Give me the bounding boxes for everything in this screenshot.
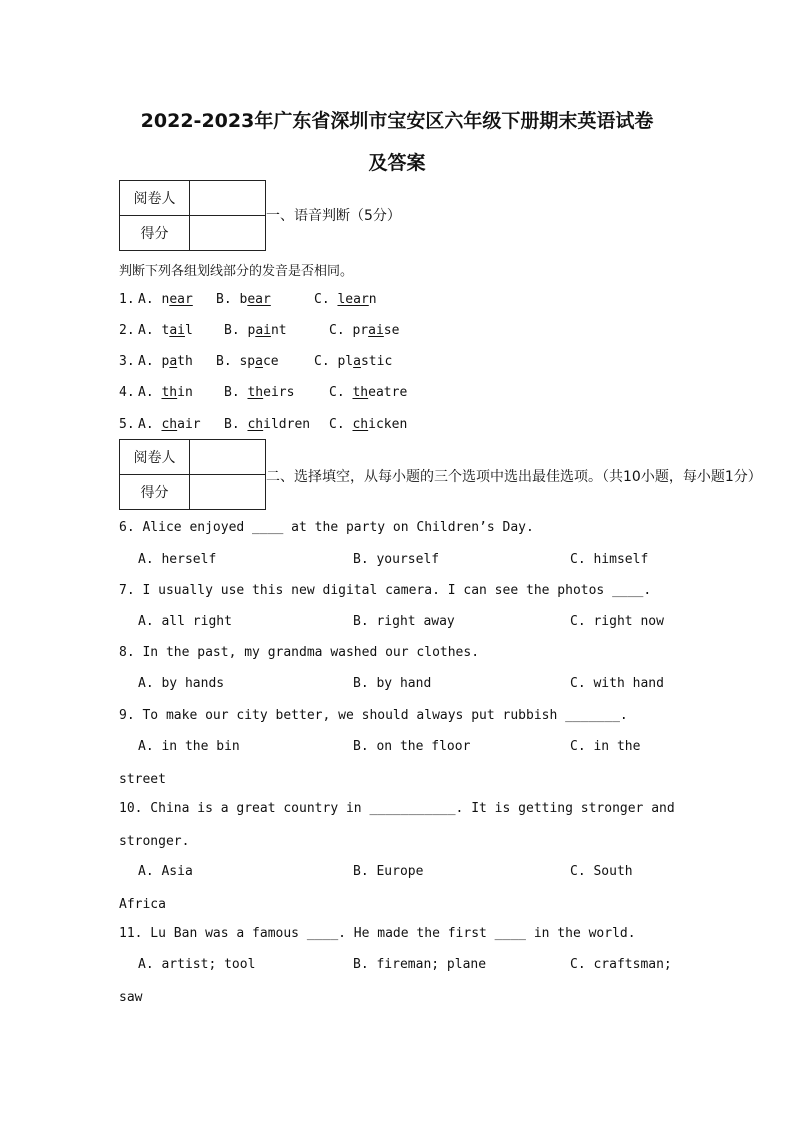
reviewer-blank	[190, 440, 266, 475]
phonics-item-3-option-a	[138, 354, 193, 369]
phonics-item-5-option-b	[224, 417, 310, 432]
phonics-item-3	[119, 354, 135, 369]
option-text-part: C.	[314, 354, 338, 369]
underlined-letters: th	[352, 385, 369, 400]
underlined-letters: a	[353, 354, 361, 369]
option-text-part: ce	[262, 354, 279, 369]
option-text-part: stic	[360, 354, 393, 369]
option-text-part: A.	[138, 354, 162, 369]
question-9-option-b: B. on the floor	[353, 739, 471, 754]
option-text-part: ildren	[263, 417, 311, 432]
option-text-part: sp	[239, 354, 256, 369]
section2-heading: 二、选择填空，从每小题的三个选项中选出最佳选项。（共10小题，每小题1分）	[266, 469, 762, 485]
phonics-item-number: 4.	[119, 385, 135, 400]
score-label: 得分	[120, 475, 190, 510]
underlined-letters: ch	[161, 417, 178, 432]
option-text-part: B.	[224, 323, 248, 338]
question-6-option-b: B. yourself	[353, 552, 440, 567]
option-text-part: B.	[224, 417, 248, 432]
phonics-item-5-option-c	[329, 417, 407, 432]
question-6-option-c: C. himself	[570, 552, 649, 567]
underlined-letters: ear	[247, 292, 271, 307]
option-text-part: A.	[138, 417, 162, 432]
phonics-item-1-option-c	[314, 292, 377, 307]
question-10-option-a: A. Asia	[138, 864, 193, 879]
option-text-part: eirs	[263, 385, 295, 400]
option-text-part: se	[383, 323, 400, 338]
option-text-part: b	[239, 292, 248, 307]
phonics-item-2-option-c	[329, 323, 399, 338]
question-9-stem: 9. To make our city better, we should always put rubbish _______.	[119, 708, 628, 723]
option-text-part: pl	[337, 354, 354, 369]
question-6-option-a: A. herself	[138, 552, 217, 567]
underlined-letters: a	[255, 354, 263, 369]
grader-box-1	[119, 180, 266, 251]
question-8-option-c: C. with hand	[570, 676, 664, 691]
option-text-part: A.	[138, 292, 162, 307]
phonics-item-2-option-b	[224, 323, 287, 338]
grader-box-2	[119, 439, 266, 510]
phonics-item-2-option-a	[138, 323, 193, 338]
option-text-part: B.	[216, 292, 240, 307]
option-text-part: p	[247, 323, 256, 338]
question-10-stem-continued: stronger.	[119, 834, 190, 849]
option-text-part: air	[177, 417, 201, 432]
phonics-item-1-option-a	[138, 292, 193, 307]
option-text-part: l	[184, 323, 193, 338]
option-text-part: A.	[138, 385, 162, 400]
phonics-item-number: 1.	[119, 292, 135, 307]
option-text-part: t	[161, 323, 170, 338]
phonics-item-2	[119, 323, 135, 338]
option-text-part: th	[177, 354, 193, 369]
score-label: 得分	[120, 216, 190, 251]
question-10-option-c-continued: Africa	[119, 897, 166, 912]
phonics-item-number: 3.	[119, 354, 135, 369]
exam-title-line1: 2022-2023年广东省深圳市宝安区六年级下册期末英语试卷	[140, 110, 654, 132]
option-text-part: icken	[368, 417, 408, 432]
section1-heading: 一、语音判断（5分）	[266, 208, 401, 224]
question-11-option-b: B. fireman; plane	[353, 957, 487, 972]
phonics-item-5	[119, 417, 135, 432]
phonics-item-1-option-b	[216, 292, 271, 307]
option-text-part: n	[368, 292, 377, 307]
question-11-option-c: C. craftsman;	[570, 957, 672, 972]
option-text-part: pr	[352, 323, 369, 338]
phonics-item-1	[119, 292, 135, 307]
underlined-letters: lear	[337, 292, 369, 307]
question-9-option-a: A. in the bin	[138, 739, 240, 754]
option-text-part: nt	[270, 323, 287, 338]
question-8-option-a: A. by hands	[138, 676, 225, 691]
underlined-letters: ch	[247, 417, 264, 432]
underlined-letters: ear	[169, 292, 193, 307]
question-10-option-c: C. South	[570, 864, 633, 879]
question-7-option-a: A. all right	[138, 614, 232, 629]
phonics-item-3-option-c	[314, 354, 392, 369]
question-8-stem: 8. In the past, my grandma washed our clothes.	[119, 645, 480, 660]
option-text-part: B.	[216, 354, 240, 369]
option-text-part: C.	[314, 292, 338, 307]
option-text-part: n	[161, 292, 170, 307]
score-blank	[190, 475, 266, 510]
question-11-option-c-continued: saw	[119, 990, 143, 1005]
question-10-option-b: B. Europe	[353, 864, 424, 879]
question-8-option-b: B. by hand	[353, 676, 432, 691]
underlined-letters: ai	[368, 323, 384, 338]
phonics-item-3-option-b	[216, 354, 279, 369]
reviewer-label: 阅卷人	[120, 440, 190, 475]
score-blank	[190, 216, 266, 251]
question-9-option-c-continued: street	[119, 772, 166, 787]
option-text-part: C.	[329, 385, 353, 400]
option-text-part: p	[161, 354, 170, 369]
option-text-part: C.	[329, 417, 353, 432]
option-text-part: B.	[224, 385, 248, 400]
question-7-stem: 7. I usually use this new digital camera. I can see the photos ____.	[119, 583, 652, 598]
option-text-part: in	[177, 385, 193, 400]
phonics-item-number: 2.	[119, 323, 135, 338]
exam-title-line2: 及答案	[368, 152, 426, 174]
question-11-stem: 11. Lu Ban was a famous ____. He made the first ____ in the world.	[119, 926, 636, 941]
option-text-part: C.	[329, 323, 353, 338]
question-11-option-a: A. artist; tool	[138, 957, 256, 972]
phonics-item-number: 5.	[119, 417, 135, 432]
option-text-part: eatre	[368, 385, 408, 400]
question-7-option-c: C. right now	[570, 614, 664, 629]
question-10-stem: 10. China is a great country in ___________. It is getting stronger and	[119, 801, 675, 816]
phonics-item-4	[119, 385, 135, 400]
question-9-option-c: C. in the	[570, 739, 641, 754]
phonics-item-5-option-a	[138, 417, 201, 432]
underlined-letters: ai	[255, 323, 271, 338]
phonics-item-4-option-c	[329, 385, 407, 400]
reviewer-blank	[190, 181, 266, 216]
question-6-stem: 6. Alice enjoyed ____ at the party on Children’s Day.	[119, 520, 534, 535]
underlined-letters: th	[247, 385, 264, 400]
underlined-letters: th	[161, 385, 178, 400]
underlined-letters: ai	[169, 323, 185, 338]
underlined-letters: a	[169, 354, 178, 369]
reviewer-label: 阅卷人	[120, 181, 190, 216]
phonics-item-4-option-b	[224, 385, 294, 400]
underlined-letters: ch	[352, 417, 369, 432]
section1-instruction: 判断下列各组划线部分的发音是否相同。	[119, 264, 354, 279]
question-7-option-b: B. right away	[353, 614, 455, 629]
option-text-part: A.	[138, 323, 162, 338]
phonics-item-4-option-a	[138, 385, 193, 400]
